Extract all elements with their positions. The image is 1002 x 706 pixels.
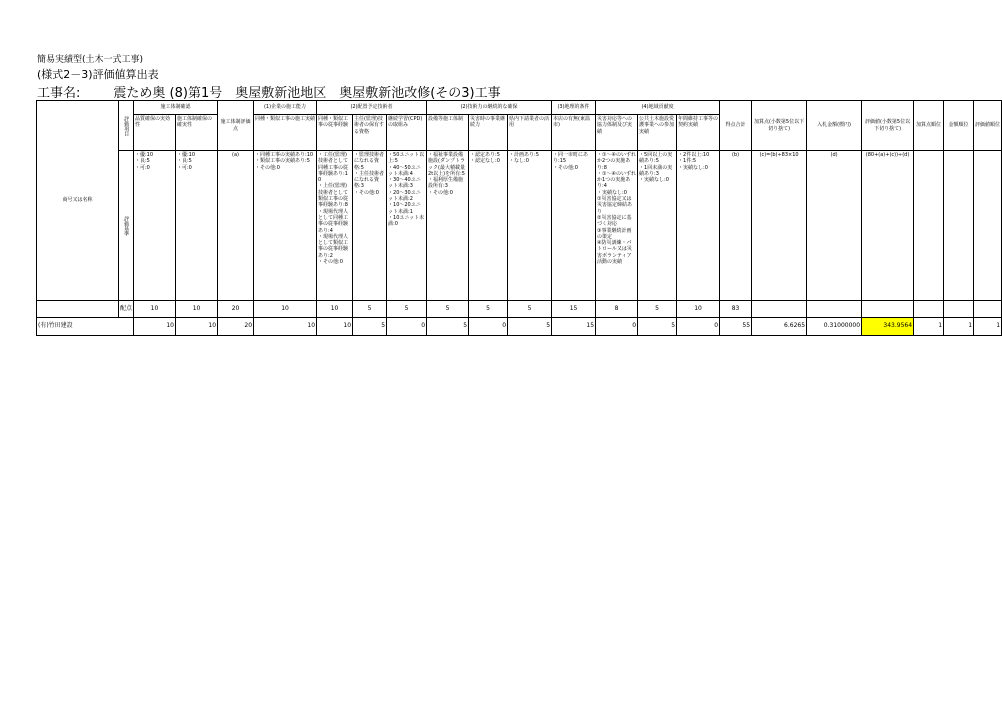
group-header: (4)地域貢献度 [596,101,720,115]
col-head: 継続学習(CPD)の取組み [387,115,427,151]
score-cell: 10 [254,318,317,336]
col-head: 加算点順位 [914,101,944,151]
score-cell: 15 [552,318,596,336]
eval-criteria-label-cell [119,151,134,301]
form-subtitle: 簡易実績型(土木一式工事) [37,55,144,65]
points-cell: 10 [677,301,720,318]
score-cell: 0 [387,318,427,336]
evaluation-table [36,100,1002,336]
rank-additional: 1 [914,318,944,336]
col-head: 主任(監理)技術者の保有する資格 [353,115,387,151]
work-label: 工事名: [37,86,81,101]
col-head: 年間維持工事等の契約実績 [677,115,720,151]
criteria-cell: ・計画あり:5 ・なし:0 [508,151,552,301]
eval-criteria-label: 評価基準 [123,215,130,236]
additional-points: 6.6265 [752,318,807,336]
score-cell: 0 [596,318,638,336]
points-cell [862,301,914,318]
score-cell: 5 [427,318,469,336]
group-header: (3)地理的条件 [552,101,596,115]
criteria-cell: ・工任(監理)技術者として同種工事の従事経験あり:10 ・上任(監理)技術者として類似工事の従事経験あり:8 ・現場代理人として同種工事の従事経験あり:4 ・現場代理人として類似工事の従事経験あり:2 ・その他:0 [317,151,353,301]
points-cell [914,301,944,318]
criteria-cell: ・監理技術者になれる資格:5 ・主任技術者になれる資格:3 ・その他:0 [353,151,387,301]
points-blank [37,301,119,318]
points-cell [974,301,1002,318]
col-head: 災害対応等への協力体制及び実績 [596,115,638,151]
rank-evaluation: 1 [974,318,1002,336]
eval-item-label-cell [119,101,134,151]
points-cell: 5 [353,301,387,318]
criteria-cell [944,151,974,301]
col-head: 評価値順位 [974,101,1002,151]
group-header: (2)配置予定技術者 [317,101,427,115]
col-head: 加算点(小数第5位以下切り捨て) [752,101,807,151]
points-cell: 10 [254,301,317,318]
score-cell: 0 [677,318,720,336]
company-name: (有)竹田建設 [37,318,134,336]
criteria-cell [974,151,1002,301]
criteria-cell: (b) [720,151,752,301]
col-head: 災害時の事業継続力 [469,115,508,151]
score-cell: 0 [469,318,508,336]
criteria-cell: (d) [807,151,862,301]
col-head: 得点合計 [720,101,752,151]
col-head: 同種・類似工事の施工実績 [254,115,317,151]
score-cell: 10 [317,318,353,336]
col-head: 施工体制評価点 [218,101,254,151]
col-head: 公共土木施設愛護事業への参加実績 [638,115,677,151]
score-cell: 10 [134,318,176,336]
company-label: 商号又は名称 [62,197,93,204]
criteria-cell: ・優:10 ・良:5 ・可:0 [134,151,176,301]
criteria-cell: ・5回以上の実績あり:5 ・1回未満の実績あり:3 ・実績なし:0 [638,151,677,301]
col-head: 本店の有無(東温市) [552,115,596,151]
points-cell: 83 [720,301,752,318]
points-cell: 5 [638,301,677,318]
score-cell: 5 [508,318,552,336]
score-cell: 5 [353,318,387,336]
criteria-cell: ・2件以上:10 ・1件:5 ・実績なし:0 [677,151,720,301]
points-cell [944,301,974,318]
points-cell: 10 [176,301,218,318]
group-header: 施工体制確認 [134,101,218,115]
points-cell: 5 [508,301,552,318]
points-cell: 10 [317,301,353,318]
criteria-cell: (80+(a)+(c))÷(d) [862,151,914,301]
criteria-cell: ・福祉事業設備施設(ダンプトラック(最大積載量2t以上)を所有:5 ・福利厚生備施設所有:3 ・その他:0 [427,151,469,301]
criteria-cell: ・同一市町にあり:15 ・その他:0 [552,151,596,301]
points-cell: 20 [218,301,254,318]
col-head: 品質確保の実効性 [134,115,176,151]
criteria-cell: ・①～④のいずれか2つの実施あり:8 ・①～④のいずれか1つの実施あり:4 ・実績なし:0 ①災害協定又は災害協定締結あり ②災害協定に基づく対応 ③事業継続計画の策定 ④防災訓練・パトロール又は災害ボランティア活動の実績 [596,151,638,301]
score-cell: 5 [638,318,677,336]
col-head: 入札金額(標円) [807,101,862,151]
points-label: 配点 [119,301,134,318]
criteria-cell: (a) [218,151,254,301]
col-head: 施工体制確保の確実性 [176,115,218,151]
rank-amount: 1 [944,318,974,336]
criteria-cell: ・認定あり:5 ・認定なし:0 [469,151,508,301]
table-row [37,318,1002,336]
col-head: 県内下請業者の活用 [508,115,552,151]
col-head: 設備等施工体制 [427,115,469,151]
points-cell [807,301,862,318]
bid-amount: 0.31000000 [807,318,862,336]
points-cell [752,301,807,318]
work-name: 震ため奥 (8)第1号 奥屋敷新池地区 奥屋敷新池改修(その3)工事 [113,86,501,101]
criteria-cell: ・50ユニット以上:5 ・40～50ユニット未満:4 ・30～40ユニット未満:3 ・20～30ユニット未満:2 ・10～20ユニット未満:1 ・10ユニット未満:0 [387,151,427,301]
total-score: 55 [720,318,752,336]
group-header: (1)企業の施工能力 [254,101,317,115]
points-cell: 5 [469,301,508,318]
score-cell: 20 [218,318,254,336]
work-title [37,82,501,101]
evaluation-value: 343.9564 [862,318,914,336]
group-header: (2)技術力の継続的な確保 [427,101,552,115]
criteria-cell: (c)=(b)÷83×10 [752,151,807,301]
criteria-cell [914,151,944,301]
points-cell: 5 [387,301,427,318]
criteria-cell: ・同種工事の実績あり:10 ・類似工事の実績あり:5 ・その他:0 [254,151,317,301]
col-head: 同種・類似工事の従事経験 [317,115,353,151]
points-cell: 15 [552,301,596,318]
points-cell: 5 [427,301,469,318]
score-cell: 10 [176,318,218,336]
points-cell: 8 [596,301,638,318]
criteria-cell: ・優:10 ・良:5 ・可:0 [176,151,218,301]
company-label-cell [37,101,119,301]
col-head: 金額順位 [944,101,974,151]
eval-item-label: 評価項目 [123,115,130,136]
form-title: (様式2－3)評価値算出表 [37,68,159,81]
points-cell: 10 [134,301,176,318]
col-head: 評価値(小数第5位以下切り捨て) [862,101,914,151]
